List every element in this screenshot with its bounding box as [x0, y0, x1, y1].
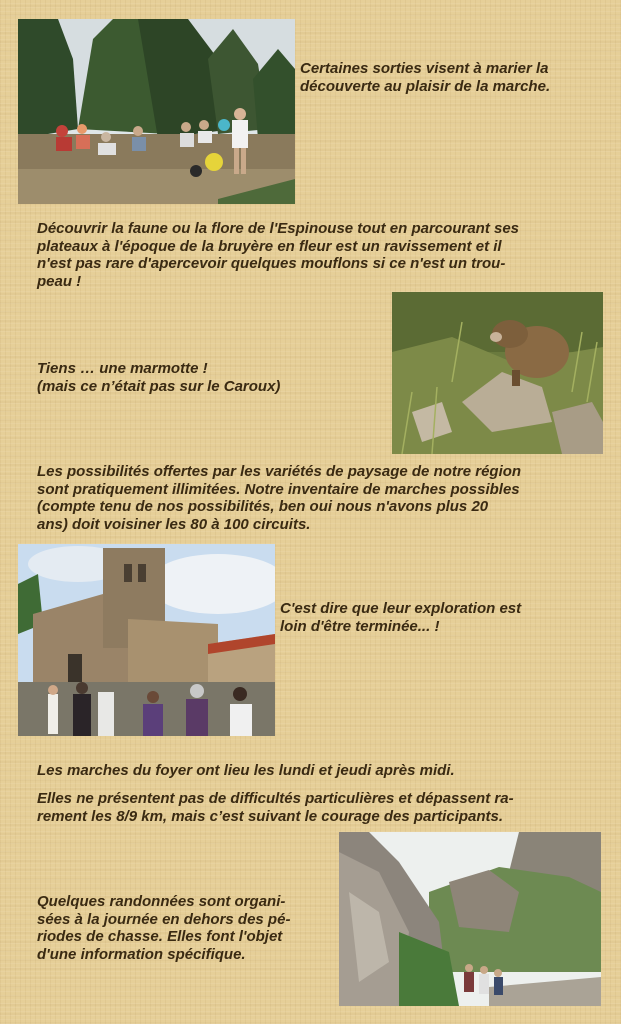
hikers-group-photo	[18, 19, 295, 204]
schedule-text: Les marches du foyer ont lieu les lundi et jeudi après midi.	[37, 762, 455, 779]
intro-text: Certaines sorties visent à marier la découverte au plaisir de la marche.	[300, 60, 551, 95]
marmot-caption: Tiens … une marmotte ! (mais ce n’était pas sur le Caroux)	[37, 360, 281, 395]
espinouse-paragraph: Découvrir la faune ou la flore de l'Espinouse tout en parcourant ses plateaux à l'époque de la bruyère en fleur est un ravissement et il n'est pas rare d'apercevoir quelques mouflons si ce n'est un trou- peau !	[37, 220, 520, 290]
difficulty-text: Elles ne présentent pas de difficultés particulières et dépassent ra- rement les 8/9 km, mais c’est suivant le courage des participants.	[37, 790, 514, 825]
abbey-photo	[18, 544, 275, 736]
marmot-photo	[392, 292, 603, 454]
day-hikes-text: Quelques randonnées sont organi- sées à la journée en dehors des pé- riodes de chasse. Elles font l'objet d'une information spécifique.	[37, 893, 291, 963]
gorge-photo	[339, 832, 601, 1006]
possibilities-paragraph: Les possibilités offertes par les variétés de paysage de notre région sont pratiquement illimitées. Notre inventaire de marches possibles (compte tenu de nos possibilités, ben oui nous n'avons plus 20 ans) doit voisiner les 80 à 100 circuits.	[37, 463, 522, 533]
exploration-text: C'est dire que leur exploration est loin d'être terminée... !	[280, 600, 522, 635]
